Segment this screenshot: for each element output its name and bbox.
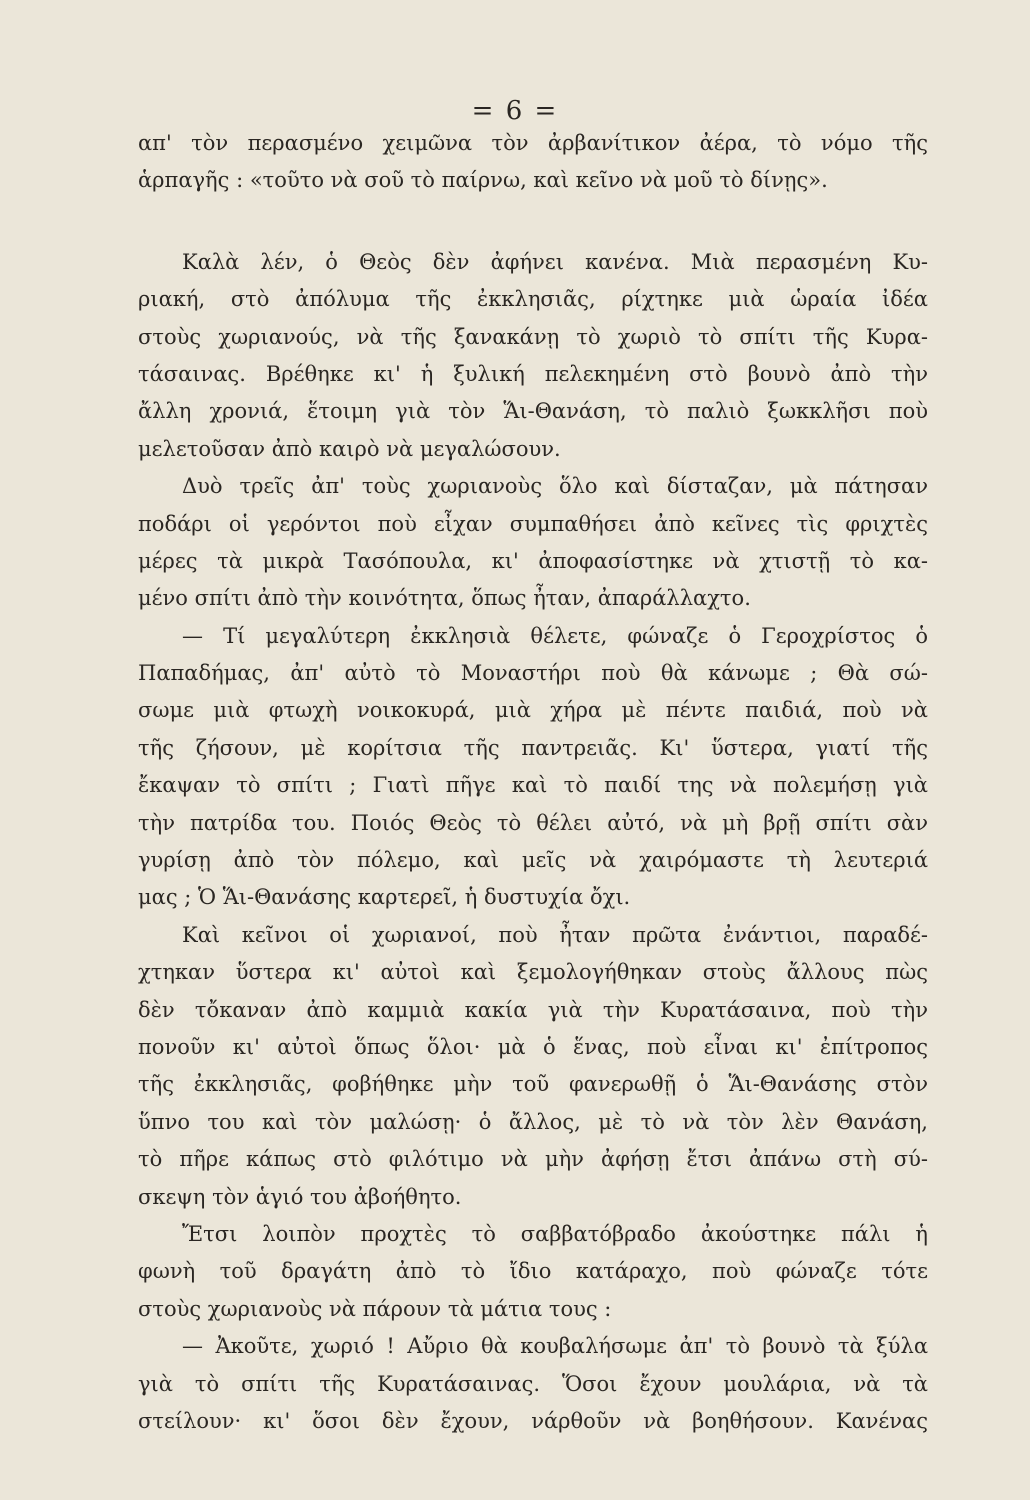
text-line: χτηκαν ὕστερα κι' αὐτοὶ καὶ ξεμολογήθηκαν στοὺς ἄλλους πὼς xyxy=(138,960,928,985)
text-line: στοὺς χωριανοὺς νὰ πάρουν τὰ μάτια τους : xyxy=(138,1296,612,1321)
text-line: μελετοῦσαν ἀπὸ καιρὸ νὰ μεγαλώσουν. xyxy=(138,436,561,461)
text-line: τῆς ζήσουν, μὲ κορίτσια τῆς παντρειᾶς. Κι' ὕστερα, γιατί τῆς xyxy=(138,735,928,760)
text-line: τάσαινας. Βρέθηκε κι' ἡ ξυλική πελεκημένη στὸ βουνὸ ἀπὸ τὴν xyxy=(138,361,928,386)
text-line: μας ; Ὁ Ἅι-Θανάσης καρτερεῖ, ἡ δυστυχία ὄχι. xyxy=(138,885,631,910)
text-line: σωμε μιὰ φτωχὴ νοικοκυρά, μιὰ χήρα μὲ πέντε παιδιά, ποὺ νὰ xyxy=(138,698,928,723)
text-line: Παπαδήμας, ἀπ' αὐτὸ τὸ Μοναστήρι ποὺ θὰ κάνωμε ; Θὰ σώ- xyxy=(138,661,928,686)
text-line: στοὺς χωριανούς, νὰ τῆς ξανακάνῃ τὸ χωριὸ τὸ σπίτι τῆς Κυρα- xyxy=(138,324,928,349)
text-line: — Τί μεγαλύτερη ἐκκλησιὰ θέλετε, φώναζε ὁ Γεροχρίστος ὁ xyxy=(182,623,928,648)
paragraph-gap xyxy=(138,200,928,244)
text-line: ἄλλη χρονιά, ἕτοιμη γιὰ τὸν Ἅι-Θανάση, τὸ παλιὸ ξωκκλῆσι ποὺ xyxy=(138,399,928,424)
text-line: δὲν τὄκαναν ἀπὸ καμμιὰ κακία γιὰ τὴν Κυρατάσαινα, ποὺ τὴν xyxy=(138,997,928,1022)
text-line: τὴν πατρίδα του. Ποιός Θεὸς τὸ θέλει αὐτό, νὰ μὴ βρῇ σπίτι σὰν xyxy=(138,810,928,835)
text-line: γιὰ τὸ σπίτι τῆς Κυρατάσαινας. Ὅσοι ἔχουν μουλάρια, νὰ τὰ xyxy=(138,1371,928,1396)
text-line: ἔκαψαν τὸ σπίτι ; Γιατὶ πῆγε καὶ τὸ παιδί της νὰ πολεμήσῃ γιὰ xyxy=(138,773,928,798)
text-line: πονοῦν κι' αὐτοὶ ὅπως ὅλοι· μὰ ὁ ἕνας, ποὺ εἶναι κι' ἐπίτροπος xyxy=(138,1034,928,1059)
text-line: φωνὴ τοῦ δραγάτη ἀπὸ τὸ ἴδιο κατάραχο, ποὺ φώναζε τότε xyxy=(138,1259,928,1284)
text-line: ἁρπαγῆς : «τοῦτο νὰ σοῦ τὸ παίρνω, καὶ κεῖνο νὰ μοῦ τὸ δίνῃς». xyxy=(138,168,828,193)
text-line: Δυὸ τρεῖς ἀπ' τοὺς χωριανοὺς ὅλο καὶ δίσταζαν, μὰ πάτησαν xyxy=(182,474,928,499)
text-line: μένο σπίτι ἀπὸ τὴν κοινότητα, ὅπως ἦταν, ἀπαράλλαχτο. xyxy=(138,586,751,611)
text-line: γυρίσῃ ἀπὸ τὸν πόλεμο, καὶ μεῖς νὰ χαιρόμαστε τὴ λευτεριά xyxy=(138,848,928,873)
text-line: — Ἀκοῦτε, χωριό ! Αὔριο θὰ κουβαλήσωμε ἀπ' τὸ βουνὸ τὰ ξύλα xyxy=(182,1334,928,1359)
text-line: ὕπνο του καὶ τὸν μαλώσῃ· ὁ ἄλλος, μὲ τὸ νὰ τὸν λὲν Θανάση, xyxy=(138,1109,928,1134)
body-text xyxy=(138,125,928,1440)
text-line: Καλὰ λέν, ὁ Θεὸς δὲν ἀφήνει κανένα. Μιὰ περασμένη Κυ- xyxy=(182,249,928,274)
text-line: Καὶ κεῖνοι οἱ χωριανοί, ποὺ ἦταν πρῶτα ἐνάντιοι, παραδέ- xyxy=(182,922,928,947)
text-line: ποδάρι οἱ γερόντοι ποὺ εἶχαν συμπαθήσει ἀπὸ κεῖνες τὶς φριχτὲς xyxy=(138,511,928,536)
text-line: ριακή, στὸ ἀπόλυμα τῆς ἐκκλησιᾶς, ρίχτηκε μιὰ ὡραία ἰδέα xyxy=(138,287,928,312)
text-line: απ' τὸν περασμένο χειμῶνα τὸν ἀρβανίτικον ἀέρα, τὸ νόμο τῆς xyxy=(138,131,928,155)
page-number: = 6 = xyxy=(471,96,559,126)
text-line: στείλουν· κι' ὅσοι δὲν ἔχουν, νάρθοῦν νὰ βοηθήσουν. Κανένας xyxy=(138,1408,928,1433)
text-line: Ἔτσι λοιπὸν προχτὲς τὸ σαββατόβραδο ἀκούστηκε πάλι ἡ xyxy=(182,1221,928,1246)
text-line: τῆς ἐκκλησιᾶς, φοβήθηκε μὴν τοῦ φανερωθῇ ὁ Ἅι-Θανάσης στὸν xyxy=(138,1072,928,1097)
text-line: τὸ πῆρε κάπως στὸ φιλότιμο νὰ μὴν ἀφήσῃ ἔτσι ἀπάνω στὴ σύ- xyxy=(138,1147,928,1172)
text-line: μέρες τὰ μικρὰ Τασόπουλα, κι' ἀποφασίστηκε νὰ χτιστῇ τὸ κα- xyxy=(138,548,928,573)
text-line: σκεψη τὸν ἁγιό του ἀβοήθητο. xyxy=(138,1184,462,1209)
